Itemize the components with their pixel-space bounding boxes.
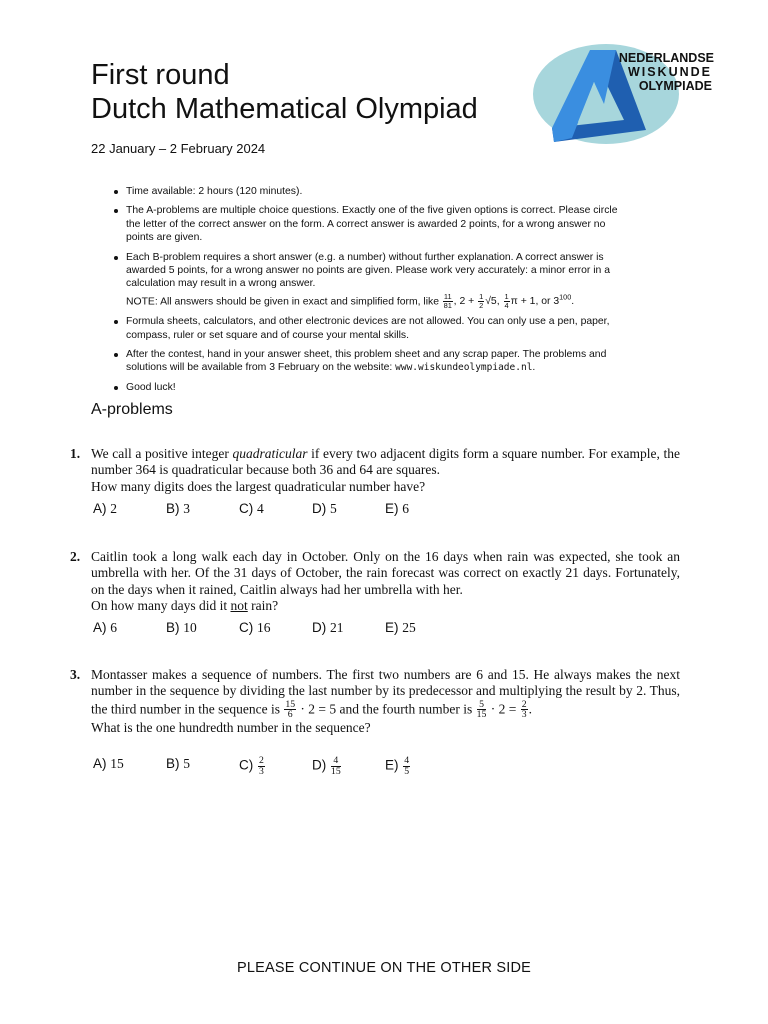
option-d[interactable] — [312, 756, 385, 776]
option-e[interactable] — [385, 620, 458, 636]
rule-note: NOTE: All answers should be given in exact and simplified form, like — [126, 296, 440, 308]
problem-question: rain? — [251, 597, 279, 613]
rule-item: After the contest, hand in your answer sheet, this problem sheet and any scrap paper. The problems and solutions will be available from 3 February on the website: www.wiskundeolympiade.nl. — [112, 348, 620, 375]
option-c[interactable] — [239, 756, 312, 776]
rule-item — [112, 381, 620, 394]
problem-text-emphasis: quadraticular — [232, 446, 308, 461]
option-c[interactable] — [239, 501, 312, 517]
title-line-1: First round — [91, 59, 230, 91]
option-value: 21 — [330, 620, 344, 635]
bullet-icon — [114, 256, 118, 260]
problem-text-part: · 2 = — [490, 700, 517, 716]
bullet-icon — [114, 320, 118, 324]
option-value: 6 — [110, 620, 118, 635]
problem-3 — [70, 667, 680, 777]
problem-text-part: Montasser makes a sequence of numbers. The first two numbers are 6 and 15. He always makes the next number in the sequence by dividing the last number by its predecessor and multiplying the result by 2. Thus, the third number in the sequence is — [91, 667, 680, 716]
option-value: 6 — [402, 501, 410, 516]
option-letter: A) — [93, 501, 111, 516]
option-value: 5 — [330, 501, 337, 516]
problem-text-part: We call a positive integer — [91, 446, 229, 461]
problem-question-underlined: not — [230, 597, 248, 613]
problem-text: Montasser makes a sequence of numbers. The first two numbers are 6 and 15. He always makes the next number in the sequence by dividing the last number by its predecessor and multiplying the result by 2. Thus, the third number in the sequence is $\frac{15}{6}$ · 2 = 5 and the fourth number is $\frac{5}{15}$ · 2 = $\frac{2}{3}$ . What is the one hundredth number in the sequence? — [91, 667, 680, 736]
page-title — [91, 58, 478, 126]
rule-text: After the contest, hand in your answer sheet, this problem sheet and any scrap paper. The problems and solutions will be available from 3 February on the website: — [126, 348, 607, 374]
problem-question: On how many days did it — [91, 597, 228, 613]
option-e[interactable] — [385, 501, 458, 517]
rule-item — [112, 251, 620, 310]
option-value: 15 — [110, 756, 124, 771]
rule-item — [112, 315, 620, 342]
option-value: 10 — [183, 620, 197, 635]
option-b[interactable] — [166, 620, 239, 636]
olympiad-logo — [532, 42, 716, 146]
option-value: 25 — [402, 620, 416, 635]
option-letter: C) — [239, 501, 257, 516]
bullet-icon — [114, 190, 118, 194]
option-d[interactable] — [312, 620, 385, 636]
option-a[interactable] — [93, 620, 166, 636]
problem-text-part: · 2 = 5 and the fourth number is — [300, 700, 473, 716]
title-line-2: Dutch Mathematical Olympiad — [91, 93, 478, 125]
option-value: 3 — [183, 501, 191, 516]
option-letter: D) — [312, 501, 330, 516]
answer-options — [93, 756, 458, 776]
problem-number: 3. — [70, 667, 81, 682]
answer-options — [93, 501, 458, 517]
option-value: $\frac{2}{3}$ — [259, 755, 264, 777]
bullet-icon — [114, 353, 118, 357]
problem-question: What is the one hundredth number in the sequence? — [91, 720, 371, 736]
rule-text: Good luck! — [126, 381, 176, 393]
math-fraction: $\frac{2}{3}$ — [521, 698, 527, 721]
option-b[interactable] — [166, 501, 239, 517]
option-value: 2 — [110, 501, 118, 516]
option-value: $\frac{4}{5}$ — [404, 755, 410, 777]
option-value: $\frac{4}{15}$ — [331, 755, 341, 777]
problem-text — [91, 446, 680, 495]
problem-question: How many digits does the largest quadraticular number have? — [91, 478, 426, 494]
option-letter: E) — [385, 620, 403, 635]
rule-text: Time available: 2 hours (120 minutes). — [126, 186, 303, 197]
rule-text: Formula sheets, calculators, and other electronic devices are not allowed. You can only use a pen, paper, compass, ruler or set square and of course your mental skills. — [126, 316, 610, 341]
problem-text-part: Caitlin took a long walk each day in October. Only on the 16 days when rain was expected, she took an umbrella with her. Of the 31 days of October, the rain forecast was correct on exactly 21 days. Fortunately, on the days when it rained, Caitlin always had her umbrella with her. — [91, 549, 680, 597]
option-d[interactable] — [312, 501, 385, 517]
contest-dates: 22 January – 2 February 2024 — [91, 141, 266, 156]
option-value: 16 — [257, 620, 271, 635]
option-letter: B) — [166, 501, 184, 516]
option-a[interactable] — [93, 756, 166, 776]
bullet-icon — [114, 386, 118, 390]
logo-text-1: NEDERLANDSE — [618, 51, 714, 65]
rule-item — [112, 204, 620, 244]
section-title: A-problems — [91, 401, 173, 418]
problem-number: 2. — [70, 549, 81, 564]
problem-1 — [70, 446, 681, 516]
option-c[interactable] — [239, 620, 312, 636]
answer-options — [93, 620, 458, 636]
rule-text: The A-problems are multiple choice questions. Exactly one of the five given options is correct. Please circle the letter of the correct answer on the form. A correct answer is awarded 2 points, for a wrong answer no points are given. — [126, 205, 618, 244]
problem-text-part: if every two adjacent digits form a square number. For example, the number 364 is quadraticular because both 36 and 64 are squares. — [91, 446, 681, 478]
rules-list — [112, 185, 620, 400]
math-example: $\frac{11}{81}$ , 2 + $\frac{1}{2}$ √5, $\frac{1}{4}$ π + 1, or $3^{100}$. — [443, 292, 575, 310]
math-fraction: $\frac{5}{15}$ — [476, 698, 487, 721]
bullet-icon — [114, 209, 118, 213]
page-footer: PLEASE CONTINUE ON THE OTHER SIDE — [237, 960, 531, 976]
option-e[interactable] — [385, 756, 458, 776]
option-letter: E) — [385, 757, 403, 773]
option-letter: B) — [166, 620, 184, 635]
option-a[interactable] — [93, 501, 166, 517]
option-letter: E) — [385, 501, 403, 516]
option-value: 5 — [183, 756, 191, 771]
option-value: 4 — [257, 501, 264, 516]
option-letter: B) — [166, 756, 184, 771]
option-letter: A) — [93, 756, 111, 771]
problem-number: 1. — [70, 446, 81, 461]
option-letter: C) — [239, 757, 257, 773]
rule-text: Each B-problem requires a short answer (e.g. a number) without further explanation. A correct answer is awarded 5 points, for a wrong answer no points are given. Please work very accurately: a minor error in a calculation may result in a wrong answer. — [126, 251, 610, 290]
website-link[interactable]: www.wiskundeolympiade.nl — [395, 362, 533, 374]
option-letter: D) — [312, 620, 330, 635]
option-letter: A) — [93, 620, 111, 635]
problem-text — [91, 549, 680, 614]
option-letter: D) — [312, 757, 330, 773]
problem-2 — [70, 549, 680, 635]
option-b[interactable] — [166, 756, 239, 776]
option-letter: C) — [239, 620, 257, 635]
logo-text-2: WISKUNDE — [627, 65, 712, 79]
logo-text-3: OLYMPIADE — [638, 79, 712, 93]
math-fraction: $\frac{15}{6}$ — [285, 698, 296, 721]
rule-item — [112, 185, 620, 198]
